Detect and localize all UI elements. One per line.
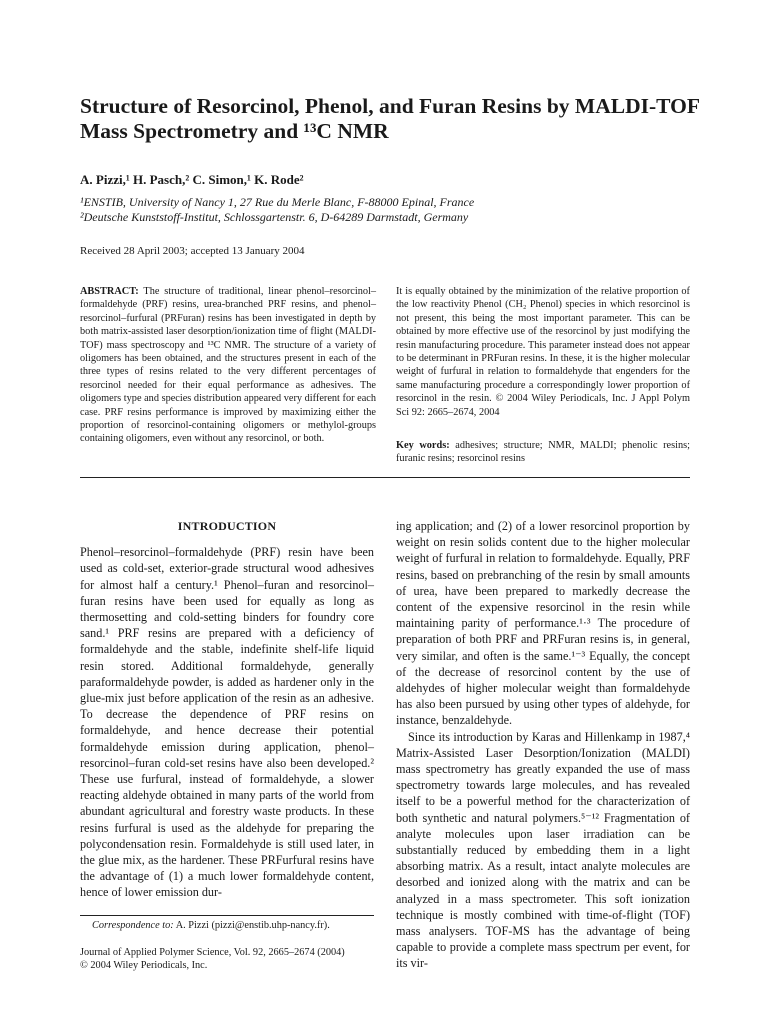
intro-paragraph-2: Since its introduction by Karas and Hillenkamp in 1987,⁴ Matrix-Assisted Laser Desorption/Ionization (MALDI) mass spectrometry has greatly expanded the use of mass spectrometry towards large molecules, and has revealed itself to be a powerful method for the characterization of both synthetic and natural polymers.⁵⁻¹² Fragmentation of analyte molecules upon laser irradiation can be substantially reduced by embedding them in a light absorbing matrix. As a result, intact analyte molecules are desorbed and ionized along with the matrix and can be analyzed in a mass spectrometer. This soft ionization technique is mostly combined with time-of-flight (TOF) mass analysers. TOF-MS has the advantage of being capable to provide a complete mass spectrum per event, for its vir-: [396, 729, 690, 971]
keywords-text: adhesives; structure; NMR, MALDI; phenolic resins; furanic resins; resorcinol resins: [396, 440, 691, 465]
correspondence-label: Correspondence to:: [92, 920, 174, 931]
footnote-divider: [80, 915, 374, 916]
author-list: A. Pizzi,¹ H. Pasch,² C. Simon,¹ K. Rode²: [80, 172, 304, 187]
body-column-left: [80, 518, 374, 901]
journal-info: [80, 946, 374, 972]
affiliation-1: ¹ENSTIB, University of Nancy 1, 27 Rue du Merle Blanc, F-88000 Epinal, France: [80, 195, 475, 209]
correspondence-footnote: [80, 920, 374, 931]
abstract-label: ABSTRACT:: [80, 286, 139, 297]
abstract-left: [80, 285, 376, 446]
intro-paragraph-1-cont: ing application; and (2) of a lower resorcinol proportion by weight on resin solids content due to the higher molecular weight of furfural in relation to formaldehyde. Equally, PRF resins, based on prebranching of the resin by small amounts of urea, have been prepared to markedly decrease the content of the expensive resorcinol in the resin while maintaining parity of performance.¹·³ The procedure of preparation of both PRF and PRFuran resins is, in general, very similar, and often is the same.¹⁻³ Equally, the concept of the decrease of resorcinol content by the use of aldehydes of higher molecular weight than formaldehyde has also been pursued by using other types of aldehyde, for instance, benzaldehyde.: [396, 519, 690, 728]
keywords: [396, 439, 690, 466]
section-heading-introduction: INTRODUCTION: [177, 519, 277, 533]
abstract-text-left: The structure of traditional, linear phenol–resorcinol–formaldehyde (PRF) resins, urea-branched PRF resins, and phenol–resorcinol–furfural (PRFuran) resins has been investigated in depth by both matrix-assisted laser desorption/ionization time of flight (MALDI-TOF) mass spectroscopy and ¹³C NMR. The structure of a variety of oligomers has been obtained, and the structures present in each of the three types of resins related to the very different percentages of resorcinol needed for their equal performance as adhesives. The oligomers type and species distribution appeared very different for each case. PRF resins performance is improved by maximizing either the proportion of resorcinol-containing oligomers or methylol-groups containing oligomers, even without any resorcinol, or both.: [80, 286, 377, 445]
received-dates: Received 28 April 2003; accepted 13 January 2004: [80, 245, 305, 257]
correspondence-text: A. Pizzi (pizzi@enstib.uhp-nancy.fr).: [175, 920, 330, 931]
journal-citation: Journal of Applied Polymer Science, Vol. 92, 2665–2674 (2004): [80, 947, 345, 958]
intro-paragraph-1: Phenol–resorcinol–formaldehyde (PRF) resin have been used as cold-set, exterior-grade structural wood adhesives for almost half a century.¹ Phenol–furan and resorcinol–furan resins have been used for equally as long as thermosetting and cold-setting binders for foundry core sand.¹ PRF resins are prepared with a deficiency of formaldehyde and the stable, indefinite shelf-life liquid resin stored. Additional formaldehyde, generally paraformaldehyde powder, is added as hardener only in the glue-mix just before application of the resin as an adhesive. To decrease the dependence of PRF resins on formaldehyde, and hence decrease their potential formaldehyde emission during application, phenol–resorcinol–furan cold-set resins have also been developed.² These use furfural, instead of formaldehyde, a slower reacting aldehyde obtained in many parts of the world from abundant agricultural and forestry waste products. In these resins furfural is used as the aldehyde for preparing the polycondensation resin. Formaldehyde is still used later, in the glue mix, as the hardener. These PRFurfural resins have the advantage of (1) a much lower formaldehyde content, hence of lower emission dur-: [80, 545, 374, 900]
article-title: Structure of Resorcinol, Phenol, and Furan Resins by MALDI-TOF Mass Spectrometry and ¹³C NMR: [80, 94, 700, 143]
abstract-right: It is equally obtained by the minimization of the relative proportion of the low reactivity Phenol (CH₂ Phenol) species in which resorcinol is not present, this being the most important parameter. This can be obtained by more effective use of the resorcinol by just modifying the resin manufacturing procedure. This parameter instead does not appear to be determinant in PRFuran resins. In these, it is the higher molecular weight of furfural in relation to formaldehyde that engenders for the same manufacturing procedure a correspondingly lower proportion of resorcinol in the resin. © 2004 Wiley Periodicals, Inc. J Appl Polym Sci 92: 2665–2674, 2004: [396, 286, 690, 418]
header-divider: [80, 477, 690, 478]
affiliation-2: ²Deutsche Kunststoff-Institut, Schlossgartenstr. 6, D-64289 Darmstadt, Germany: [80, 209, 469, 224]
body-column-right: [396, 518, 690, 972]
affiliations: [80, 195, 700, 224]
keywords-label: Key words:: [396, 440, 450, 451]
journal-copyright: © 2004 Wiley Periodicals, Inc.: [80, 960, 208, 971]
